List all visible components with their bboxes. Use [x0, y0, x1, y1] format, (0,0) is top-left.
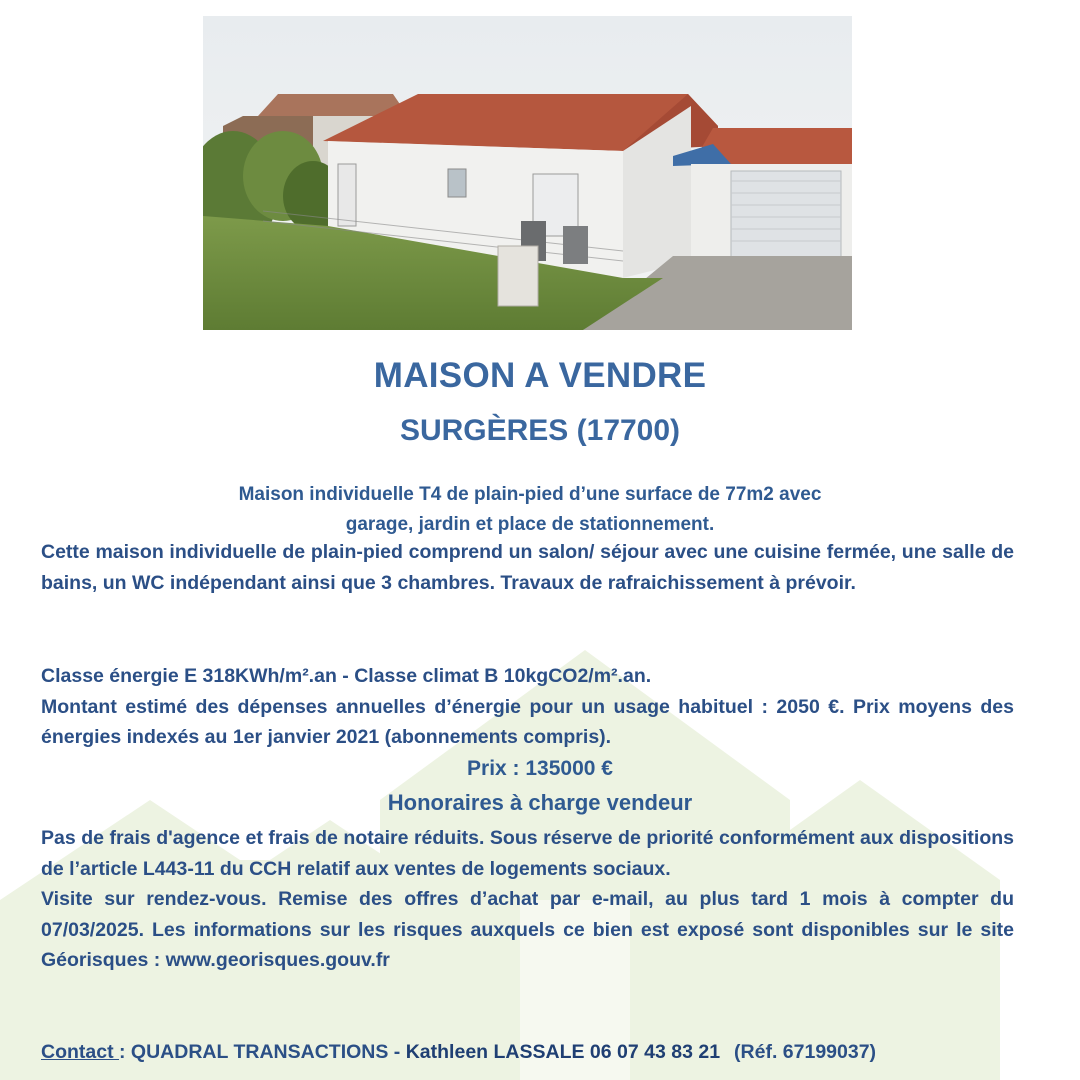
- intro-line-2: garage, jardin et place de stationnement.: [345, 514, 715, 535]
- energy-costs: Montant estimé des dépenses annuelles d’énergie pour un usage habituel : 2050 €. Prix moyens des énergies indexés au 1er janvier 2021 (abonnements compris).: [41, 695, 1014, 748]
- reference-number: (Réf. 67199037): [734, 1041, 877, 1063]
- description-block: [41, 537, 1014, 598]
- conditions-block: [41, 823, 1014, 976]
- visit-text: Visite sur rendez-vous. Remise des offres d’achat par e-mail, au plus tard 1 mois à compter du 07/03/2025. Les informations sur les risques auxquels ce bien est exposé sont disponibles sur le site Géorisques : www.georisques.gouv.fr: [41, 888, 1014, 971]
- intro-summary: [120, 480, 940, 540]
- energy-classes: Classe énergie E 318KWh/m².an - Classe climat B 10kgCO2/m².an.: [41, 665, 652, 687]
- fees-line: Honoraires à charge vendeur: [387, 790, 693, 815]
- contact-line: [41, 1041, 1041, 1064]
- conditions-text: Pas de frais d'agence et frais de notaire réduits. Sous réserve de priorité conformément aux dispositions de l’article L443-11 du CCH relatif aux ventes de logements sociaux.: [41, 827, 1014, 880]
- contact-name-phone[interactable]: Kathleen LASSALE 06 07 43 83 21: [405, 1041, 721, 1063]
- intro-line-1: Maison individuelle T4 de plain-pied d’une surface de 77m2 avec: [238, 484, 822, 505]
- location-title: SURGÈRES (17700): [399, 414, 681, 447]
- contact-label: Contact: [41, 1041, 119, 1063]
- description-text: Cette maison individuelle de plain-pied comprend un salon/ séjour avec une cuisine fermée, une salle de bains, un WC indépendant ainsi que 3 chambres. Travaux de rafraichissement à prévoir.: [41, 541, 1014, 594]
- page-title: MAISON A VENDRE: [373, 356, 707, 395]
- price: Prix : 135000 €: [467, 757, 613, 780]
- contact-agency: : QUADRAL TRANSACTIONS -: [119, 1041, 406, 1063]
- energy-block: [41, 661, 1014, 753]
